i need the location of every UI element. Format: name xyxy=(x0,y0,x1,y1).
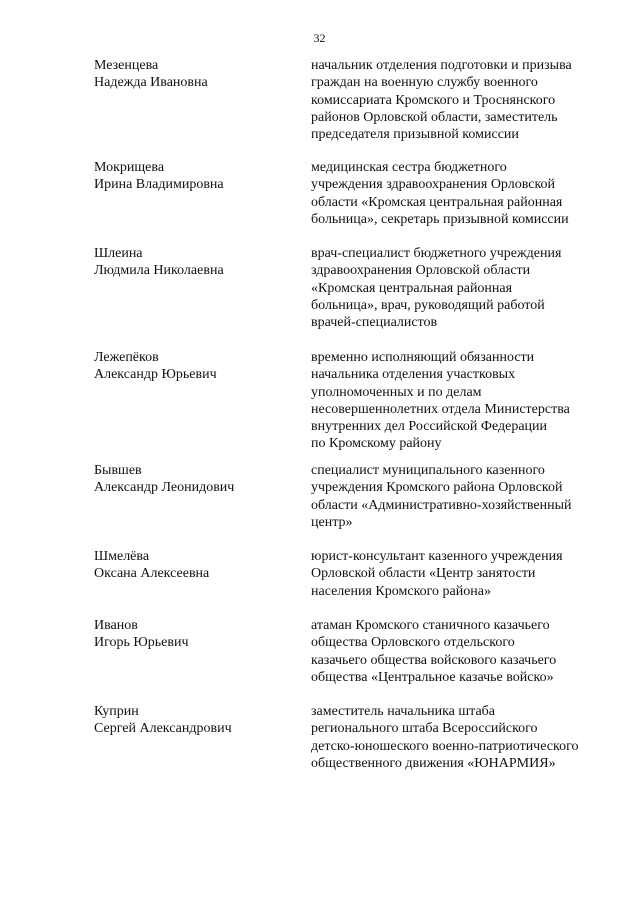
member-surname: Шлеина xyxy=(94,246,143,261)
role-line: начальника отделения участковых xyxy=(311,367,516,383)
member-surname: Лежепёков xyxy=(94,350,159,365)
role-line: юрист-консультант казенного учреждения xyxy=(311,549,563,564)
role-line: атаман Кромского станичного казачьего xyxy=(311,618,550,633)
role-line: комиссариата Кромского и Троснянского xyxy=(311,92,556,108)
member-surname: Иванов xyxy=(94,618,138,633)
role-line: председателя призывной комиссии xyxy=(311,127,519,143)
member-role xyxy=(311,462,621,531)
member-role xyxy=(311,159,621,228)
member-surname: Куприн xyxy=(94,704,139,719)
role-line: уполномоченных и по делам xyxy=(311,384,482,400)
member-role xyxy=(311,349,621,453)
member-surname: Бывшев xyxy=(94,463,142,478)
role-line: несовершеннолетних отдела Министерства xyxy=(311,401,570,417)
role-line: области «Кромская центральная районная xyxy=(311,194,563,210)
role-line: медицинская сестра бюджетного xyxy=(311,160,507,175)
role-line: внутренних дел Российской Федерации xyxy=(311,419,548,435)
member-name xyxy=(94,548,294,583)
member-given-names: Игорь Юрьевич xyxy=(94,635,189,651)
role-line: здравоохранения Орловской области xyxy=(311,263,531,279)
role-line: регионального штаба Всероссийского xyxy=(311,721,538,737)
role-line: области «Административно-хозяйственный xyxy=(311,497,572,513)
member-name xyxy=(94,462,294,497)
member-role xyxy=(311,57,621,143)
role-line: учреждения здравоохранения Орловской xyxy=(311,177,556,193)
role-line: районов Орловской области, заместитель xyxy=(311,109,558,125)
member-given-names: Сергей Александрович xyxy=(94,721,232,737)
member-role xyxy=(311,548,621,600)
role-line: общества Орловского отдельского xyxy=(311,635,515,651)
member-given-names: Ирина Владимировна xyxy=(94,177,224,193)
role-line: врач-специалист бюджетного учреждения xyxy=(311,246,562,261)
role-line: «Кромская центральная районная xyxy=(311,280,513,296)
member-name xyxy=(94,703,294,738)
role-line: врачей-специалистов xyxy=(311,315,438,331)
role-line: центр» xyxy=(311,514,353,530)
member-role xyxy=(311,703,621,772)
role-line: специалист муниципального казенного xyxy=(311,463,545,478)
role-line: больница», врач, руководящий работой xyxy=(311,297,545,313)
role-line: населения Кромского района» xyxy=(311,583,491,599)
member-name xyxy=(94,617,294,652)
role-line: временно исполняющий обязанности xyxy=(311,350,535,365)
role-line: Орловской области «Центр занятости xyxy=(311,566,536,582)
page-number: 32 xyxy=(313,31,326,45)
member-name xyxy=(94,159,294,194)
role-line: детско-юношеского военно-патриотического xyxy=(311,738,579,754)
member-name xyxy=(94,245,294,280)
member-given-names: Людмила Николаевна xyxy=(94,263,224,279)
member-name xyxy=(94,57,294,92)
role-line: учреждения Кромского района Орловской xyxy=(311,480,563,496)
member-surname: Мезенцева xyxy=(94,58,159,73)
role-line: общества «Центральное казачье войско» xyxy=(311,669,554,685)
member-role xyxy=(311,617,621,686)
role-line: начальник отделения подготовки и призыва xyxy=(311,58,572,73)
role-line: граждан на военную службу военного xyxy=(311,75,538,91)
member-given-names: Александр Леонидович xyxy=(94,480,235,496)
role-line: общественного движения «ЮНАРМИЯ» xyxy=(311,755,556,771)
member-role xyxy=(311,245,621,331)
role-line: казачьего общества войскового казачьего xyxy=(311,652,557,668)
member-given-names: Надежда Ивановна xyxy=(94,75,208,91)
role-line: заместитель начальника штаба xyxy=(311,704,495,719)
member-surname: Шмелёва xyxy=(94,549,150,564)
member-given-names: Оксана Алексеевна xyxy=(94,566,210,582)
member-surname: Мокрищева xyxy=(94,160,165,175)
role-line: больница», секретарь призывной комиссии xyxy=(311,211,569,227)
member-given-names: Александр Юрьевич xyxy=(94,367,217,383)
member-name xyxy=(94,349,294,384)
role-line: по Кромскому району xyxy=(311,436,442,452)
